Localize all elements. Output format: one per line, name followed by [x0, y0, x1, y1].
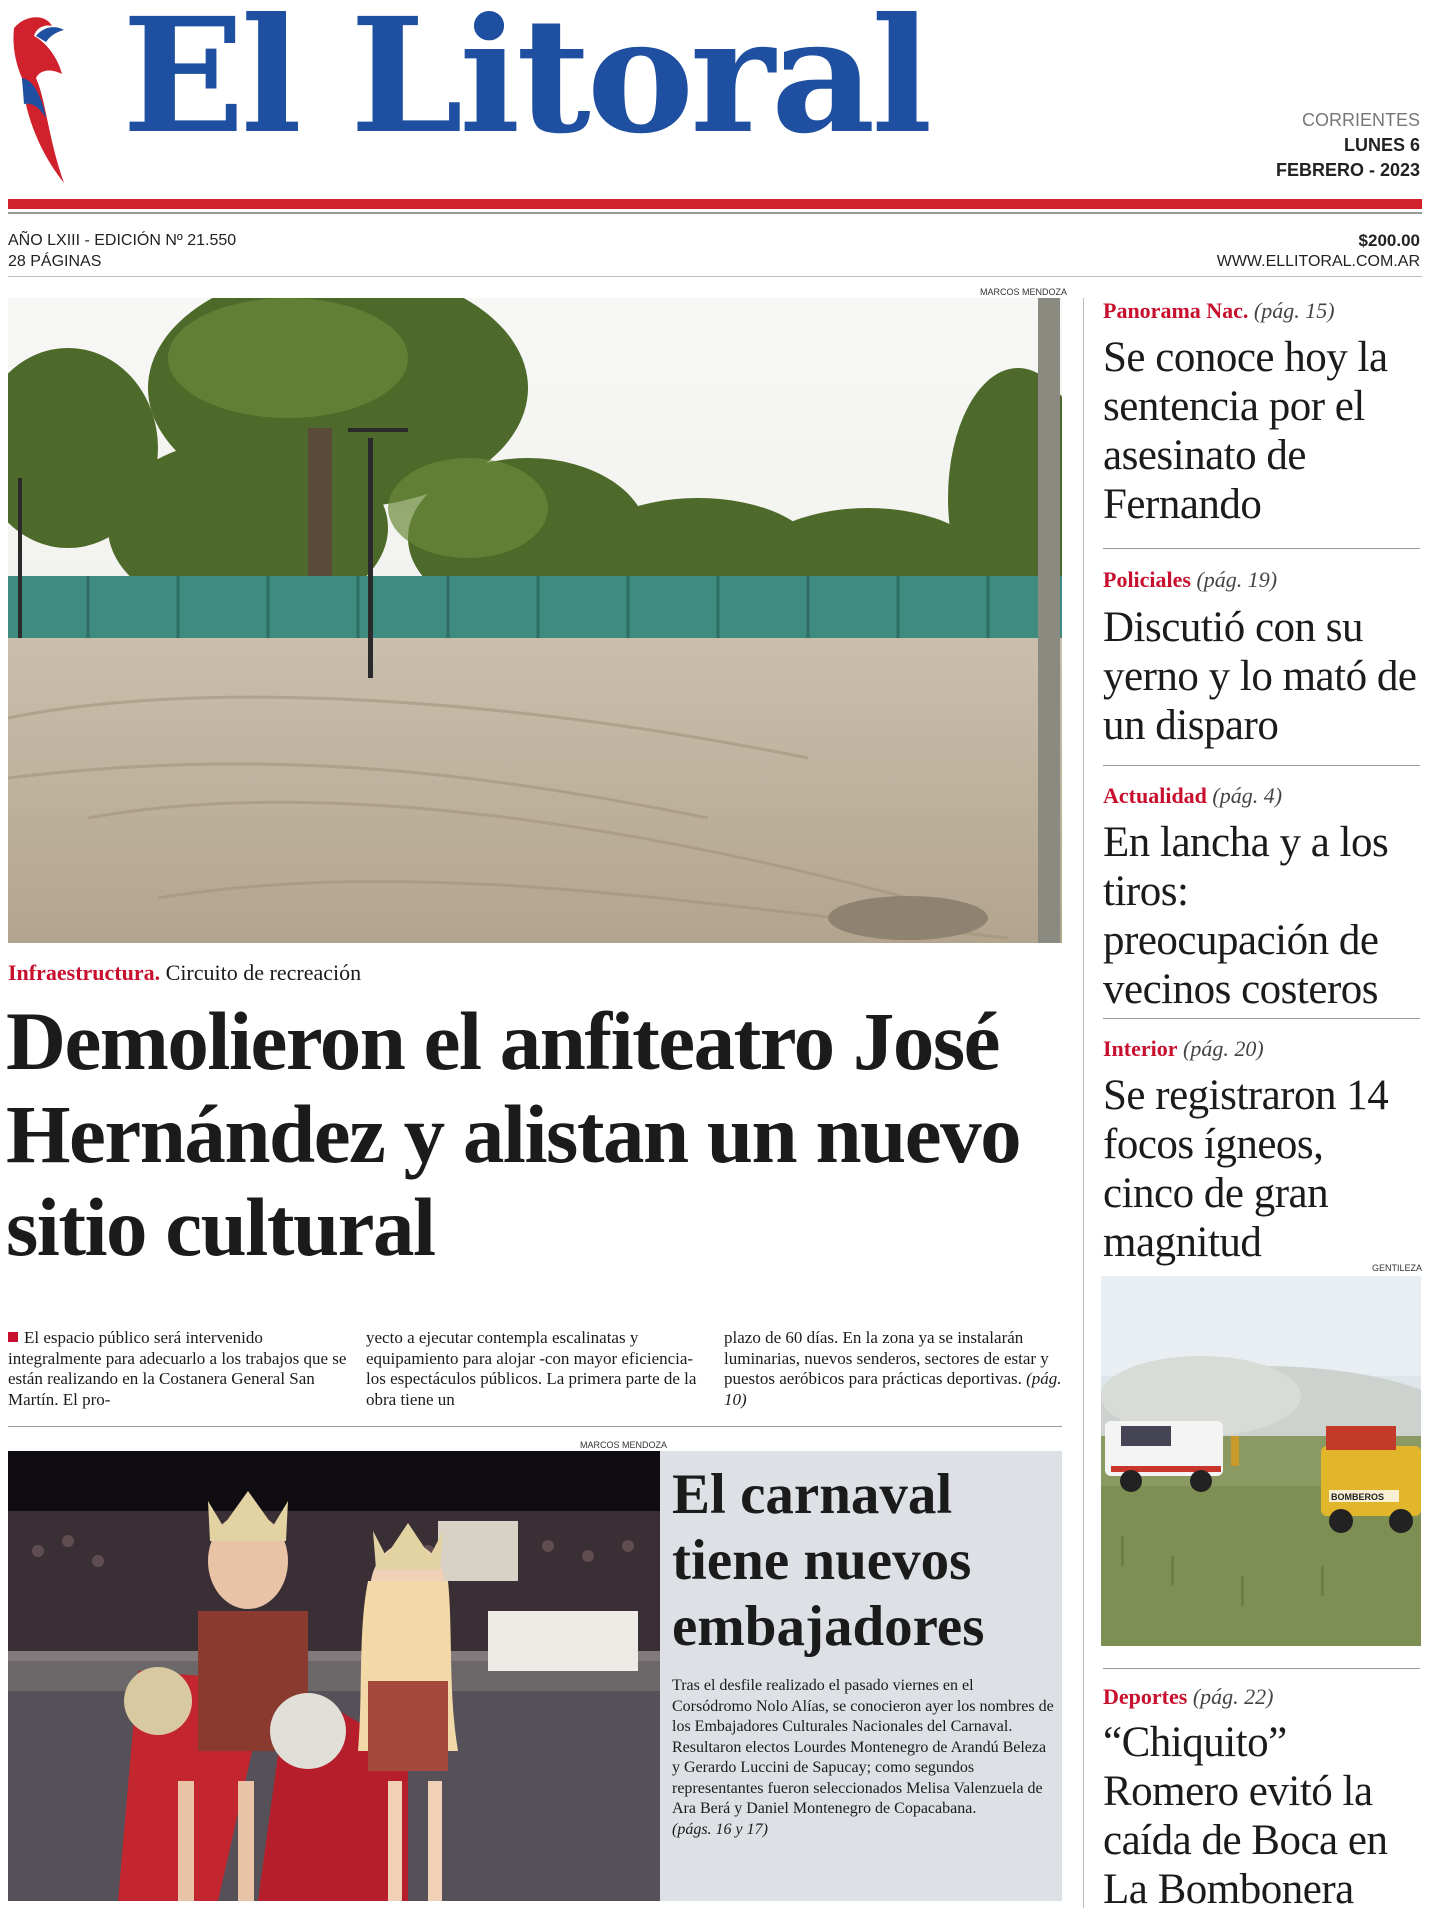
truck-sign: BOMBEROS: [1331, 1492, 1385, 1502]
masthead-red-rule: [8, 199, 1422, 209]
lead-body-text-3: plazo de 60 días. En la zona ya se instalarán luminarias, nuevos senderos, sectores de estar y puestos aeróbicos para prácticas deportivas.: [724, 1328, 1049, 1388]
day-label: LUNES 6: [1343, 135, 1420, 155]
sidebar-page-ref-interior[interactable]: (pág. 20): [1183, 1036, 1264, 1061]
sidebar-headline-policiales[interactable]: Discutió con su yerno y lo mató de un disparo: [1103, 604, 1417, 749]
sidebar-headline-panorama[interactable]: Se conoce hoy la sentencia por el asesinato de Fernando: [1103, 334, 1388, 528]
fire-trucks-photo[interactable]: [1101, 1276, 1421, 1646]
sidebar-headline-deportes[interactable]: “Chiquito” Romero evitó la caída de Boca en La Bombonera: [1103, 1719, 1388, 1913]
photo-credit: MARCOS MENDOZA: [580, 1440, 668, 1450]
carnival-page-ref[interactable]: (págs. 16 y 17): [672, 1820, 768, 1838]
section-divider: [8, 1426, 1062, 1427]
lead-section[interactable]: Infraestructura.: [8, 960, 161, 985]
sidebar-section-deportes[interactable]: Deportes: [1103, 1684, 1188, 1709]
date-label: FEBRERO - 2023: [1275, 160, 1420, 180]
carnival-ambassadors-photo[interactable]: [8, 1451, 660, 1901]
lead-body-col-2: yecto a ejecutar contempla escalinatas y equipamiento para alojar -con mayor eficiencia- los espectáculos públicos. La primera parte de la obra tiene un: [366, 1328, 697, 1409]
sidebar-rule: [1103, 1668, 1420, 1669]
carnival-body: [672, 1676, 1057, 1840]
el-litoral-bird-logo: [6, 8, 70, 188]
sidebar-kicker-actualidad: [1103, 783, 1282, 809]
sidebar-section-policiales[interactable]: Policiales: [1103, 567, 1191, 592]
lead-page-ref[interactable]: (pág. 10): [724, 1369, 1062, 1409]
sidebar-page-ref-deportes[interactable]: (pág. 22): [1192, 1684, 1274, 1709]
sidebar-kicker-panorama: [1103, 298, 1335, 324]
lead-photo-park[interactable]: [8, 298, 1062, 943]
lead-headline[interactable]: Demolieron el anfiteatro José Hernández y alistan un nuevo sitio cultural: [6, 995, 1021, 1273]
sidebar-headline-interior[interactable]: Se registraron 14 focos ígneos, cinco de gran magnitud: [1103, 1072, 1389, 1266]
edition-number: AÑO LXIII - EDICIÓN Nº 21.550: [8, 232, 237, 249]
bullet-square-icon: [8, 1332, 18, 1342]
city-label: CORRIENTES: [1301, 110, 1420, 130]
sidebar-page-ref-actualidad[interactable]: (pág. 4): [1212, 783, 1283, 808]
sidebar-rule: [1103, 1018, 1420, 1019]
sidebar-headline-actualidad[interactable]: En lancha y a los tiros: preocupación de vecinos costeros: [1103, 819, 1389, 1013]
date-block: [1276, 108, 1420, 183]
header-thin-rule: [8, 276, 1422, 277]
website-link[interactable]: WWW.ELLITORAL.COM.AR: [1216, 253, 1420, 270]
sidebar-rule: [1103, 548, 1420, 549]
price: $200.00: [1358, 231, 1420, 250]
photo-credit: MARCOS MENDOZA: [980, 287, 1068, 297]
sidebar-kicker-policiales: [1103, 567, 1277, 593]
price-info: [1217, 230, 1420, 272]
carnival-body-text: Tras el desfile realizado el pasado viernes en el Corsódromo Nolo Alías, se conocieron ayer los nombres de los Embajadores Culturales Nacionales del Carnaval. Resultaron electos Lourdes Montenegro de Arandú Beleza y Gerardo Luccini de Sapucay; como segundos representantes fueron seleccionados Melisa Valenzuela de Ara Berá y Daniel Montenegro de Copacabana.: [672, 1677, 1054, 1817]
sidebar-kicker-interior: [1103, 1036, 1264, 1062]
lead-kicker-text: Circuito de recreación: [165, 960, 362, 985]
page-count: 28 PÁGINAS: [8, 253, 102, 270]
lead-kicker: [8, 960, 361, 986]
sidebar-section-interior[interactable]: Interior: [1103, 1036, 1178, 1061]
edition-info: [8, 230, 236, 272]
lead-body-text-1: El espacio público será intervenido integralmente para adecuarlo a los trabajos que se están realizando en la Costanera General San Martín. El pro-: [8, 1328, 347, 1409]
carnival-headline[interactable]: El carnaval tiene nuevos embajadores: [672, 1463, 985, 1658]
lead-body-col-1: [8, 1328, 353, 1410]
sidebar-section-actualidad[interactable]: Actualidad: [1103, 783, 1207, 808]
sidebar-section-panorama[interactable]: Panorama Nac.: [1103, 298, 1249, 323]
sidebar-kicker-deportes: [1103, 1684, 1273, 1710]
lead-body-col-3: [724, 1328, 1069, 1410]
newspaper-masthead[interactable]: El Litoral: [122, 0, 929, 169]
sidebar-page-ref-policiales[interactable]: (pág. 19): [1196, 567, 1278, 592]
masthead-gray-rule: [8, 212, 1422, 214]
sidebar-page-ref-panorama[interactable]: (pág. 15): [1253, 298, 1335, 323]
sidebar-rule: [1103, 765, 1420, 766]
photo-credit: GENTILEZA: [1372, 1263, 1423, 1273]
sidebar-divider: [1083, 298, 1084, 1908]
